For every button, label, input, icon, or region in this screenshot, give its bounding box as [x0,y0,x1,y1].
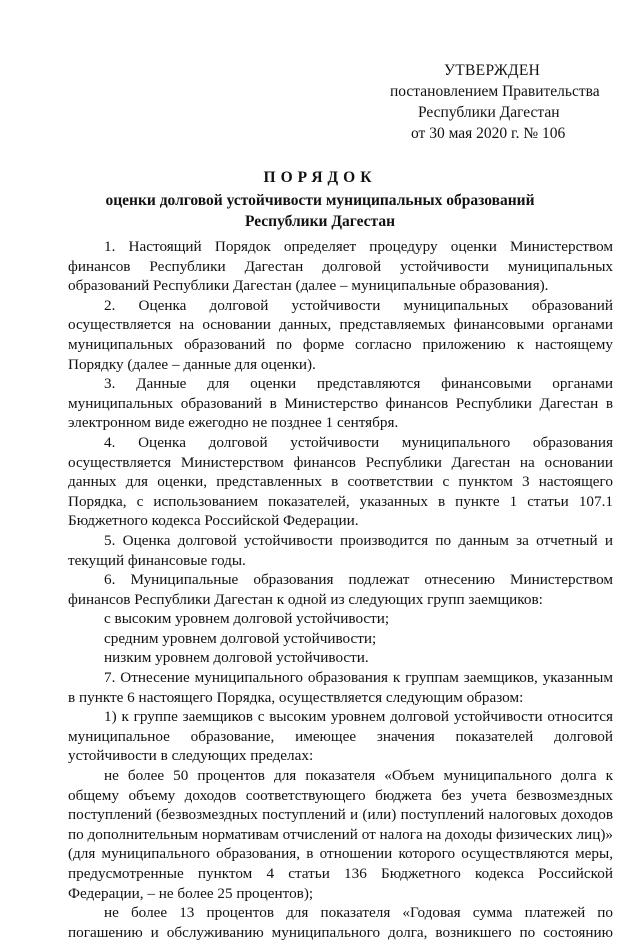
paragraph-2: 2. Оценка долговой устойчивости муниципальных образований осуществляется на основании данных, представляемых финансовыми органами муниципальных образований по форме согласно приложению к настоящему Порядку (далее – данные для оценки). [68,296,613,373]
document-heading [0,167,640,232]
approval-line-3: от 30 мая 2020 г. № 106 [411,125,566,142]
approval-stamp [388,60,608,144]
approval-title: УТВЕРЖДЕН [444,62,541,79]
criterion-2: не более 13 процентов для показателя «Годовая сумма платежей по погашению и обслуживанию муниципального долга, возникшего по состоянию [68,904,613,941]
approval-line-1: постановлением Правительства [390,83,600,100]
criterion-1: не более 50 процентов для показателя «Объем муниципального долга к общему объему доходов соответствующего бюджета без учета безвозмездных поступлений (безвозмездных поступлений и (или) поступлений налоговых доходов по дополнительным нормативам отчислений от налога на доходы физических лиц)» (для муниципального образования, в отношении которого осуществляются меры, предусмотренные пунктом 4 статьи 136 Бюджетного кодекса Российской Федерации, – не более 25 процентов); [68,767,613,902]
approval-line-2: Республики Дагестан [418,104,560,121]
list-item-high: с высоким уровнем долговой устойчивости; [104,610,390,628]
paragraph-5: 5. Оценка долговой устойчивости производится по данным за отчетный и текущий финансовые годы. [68,531,613,569]
document-subtitle-line-1: оценки долговой устойчивости муниципальных образований [105,192,535,209]
document-title: ПОРЯДОК [263,169,377,186]
list-item-low: низким уровнем долговой устойчивости. [104,649,369,667]
document-subtitle-line-2: Республики Дагестан [244,213,396,230]
list-item-medium: средним уровнем долговой устойчивости; [104,629,377,647]
paragraph-4: 4. Оценка долговой устойчивости муниципального образования осуществляется Министерством финансов Республики Дагестан на основании данных для оценки, представленных в соответствии с пунктом 3 настоящего Порядка, с использованием показателей, указанных в пункте 1 статьи 107.1 Бюджетного кодекса Российской Федерации. [68,433,613,530]
paragraph-1: 1. Настоящий Порядок определяет процедуру оценки Министерством финансов Республики Дагестан долговой устойчивости муниципальных образований Республики Дагестан (далее – муниципальные образования). [68,238,613,295]
paragraph-6: 6. Муниципальные образования подлежат отнесению Министерством финансов Республики Дагестан к одной из следующих групп заемщиков: [68,571,613,608]
document-body [68,237,613,942]
subparagraph-1: 1) к группе заемщиков с высоким уровнем долговой устойчивости относится муниципальное образование, имеющее значения показателей долговой устойчивости в следующих пределах: [68,708,613,765]
paragraph-3: 3. Данные для оценки представляются финансовыми органами муниципальных образований в Министерство финансов Республики Дагестан в электронном виде ежегодно не позднее 1 сентября. [68,375,613,432]
paragraph-7: 7. Отнесение муниципального образования к группам заемщиков, указанным в пункте 6 настоящего Порядка, осуществляется следующим образом: [68,669,613,706]
